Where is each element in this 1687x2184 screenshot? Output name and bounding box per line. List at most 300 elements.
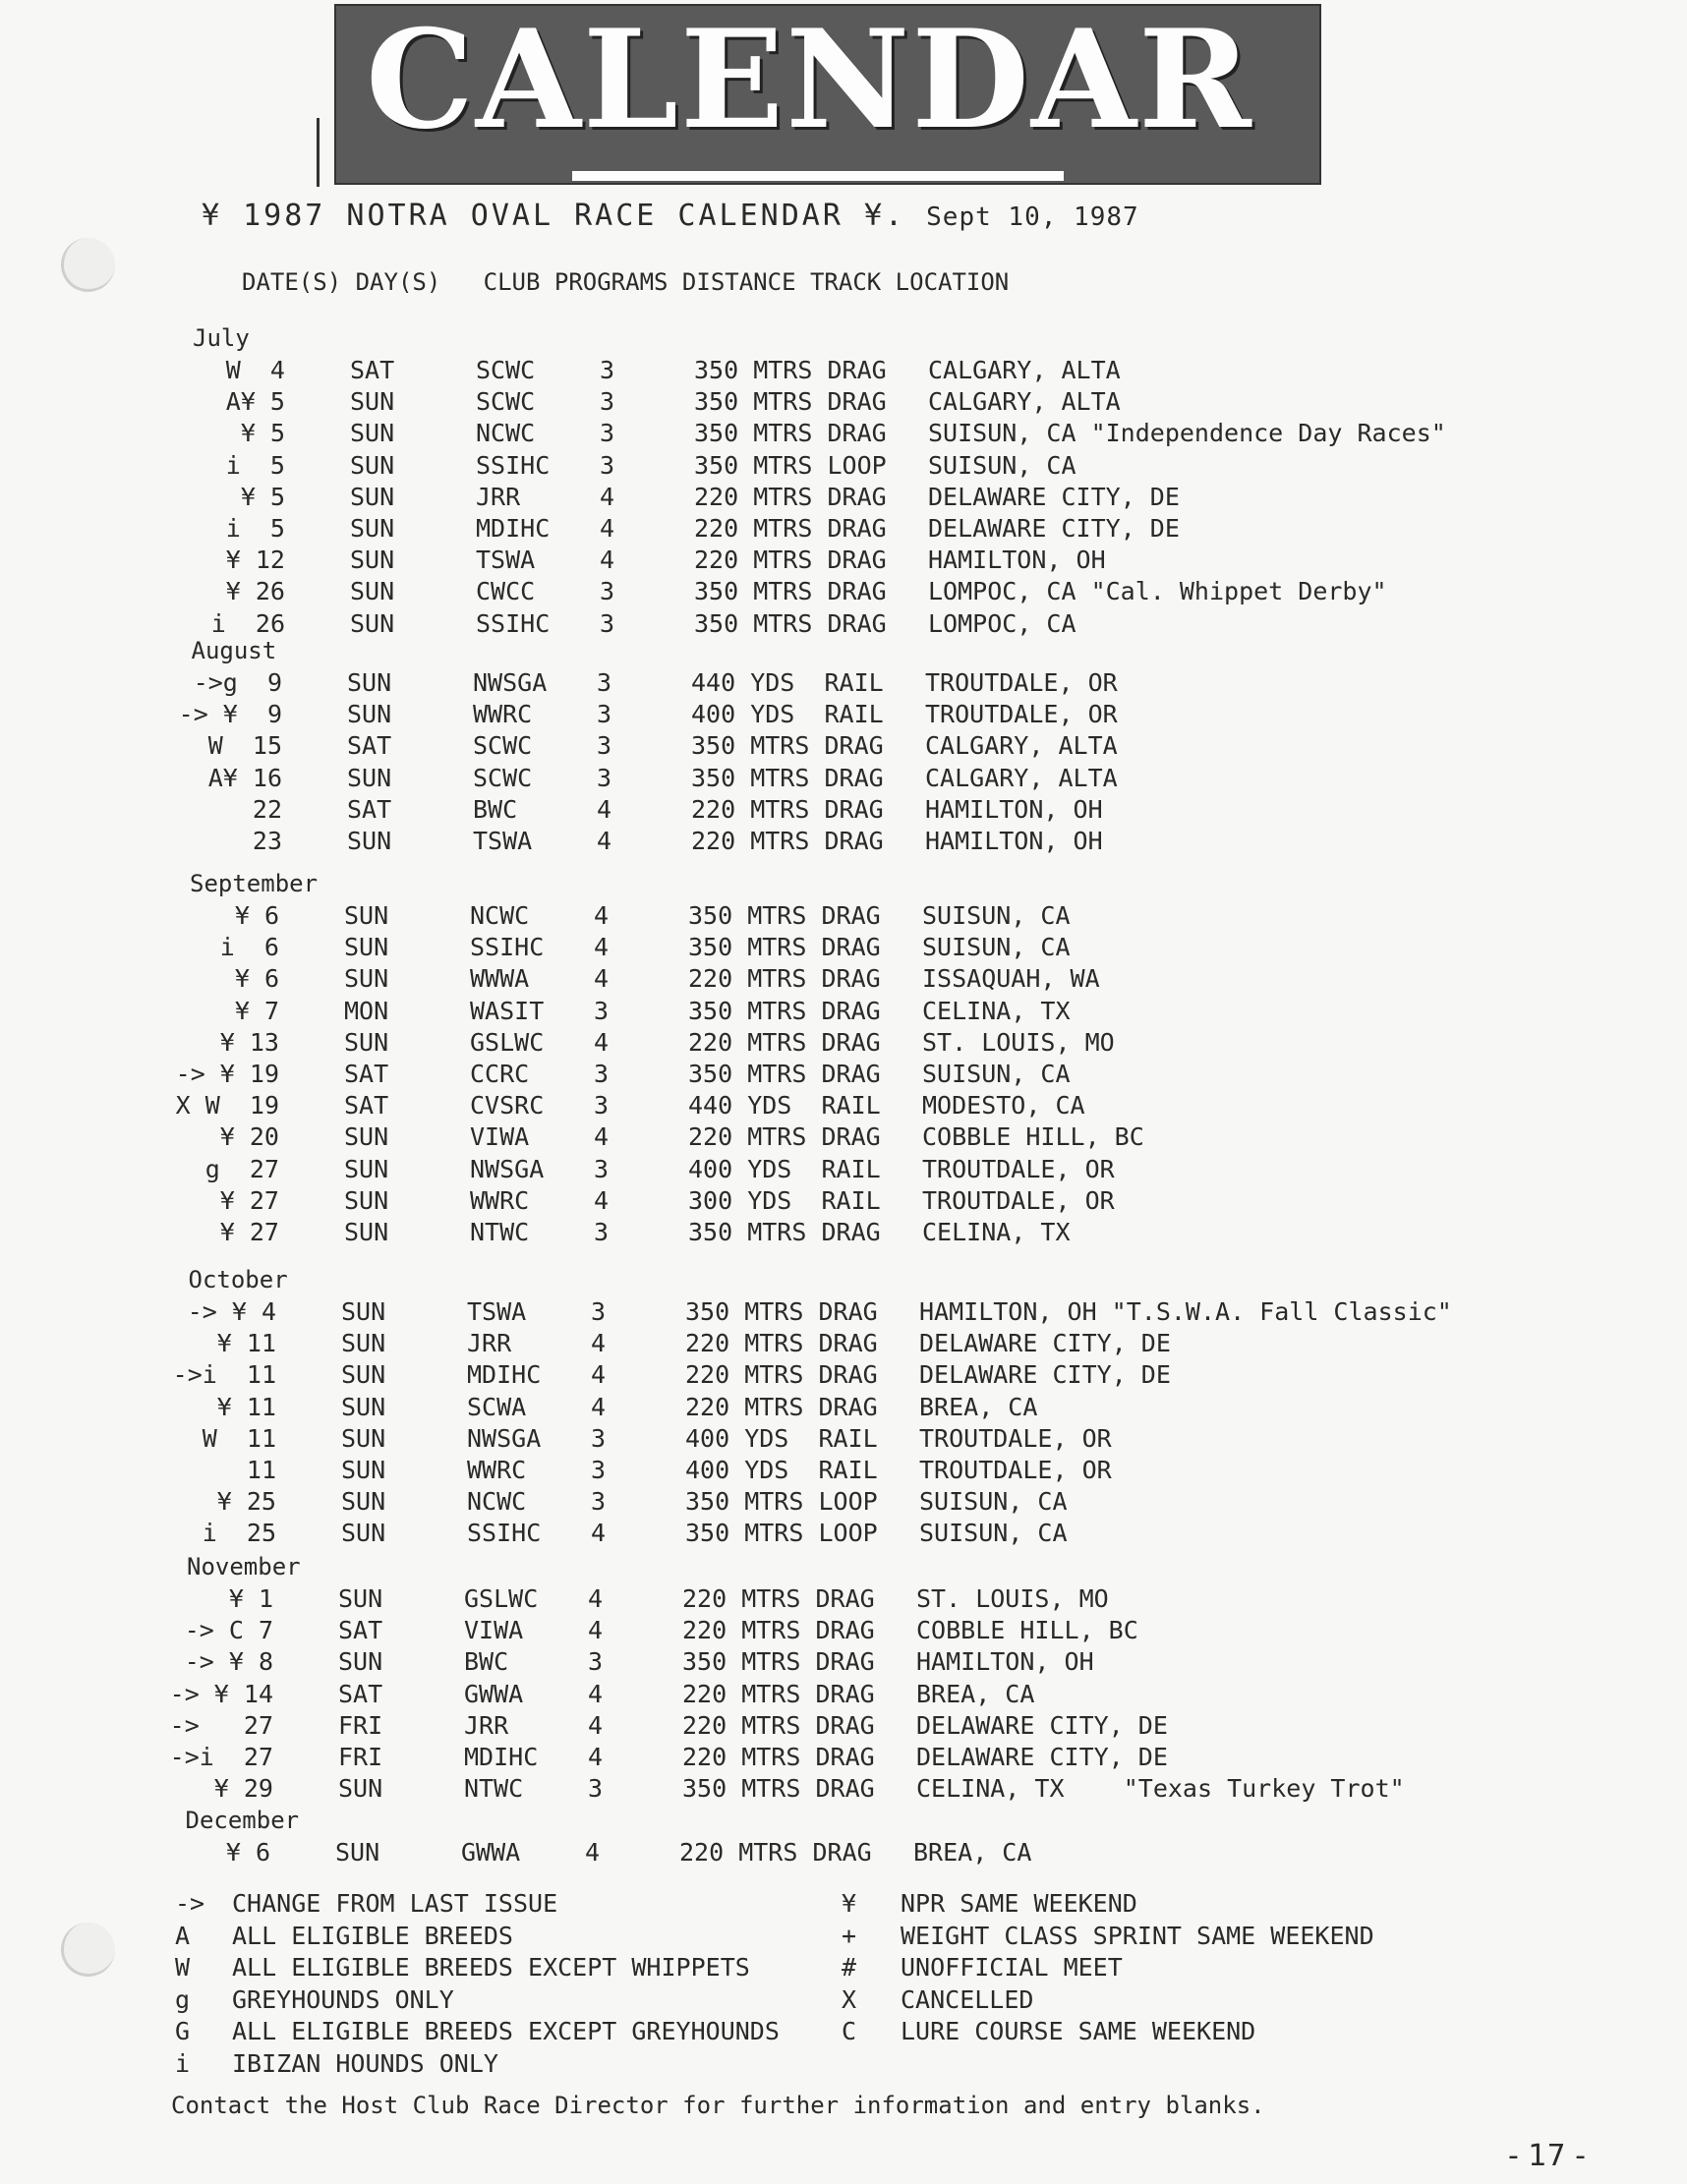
table-row (0, 1186, 1687, 1218)
cell-date: -> ¥ 4 (187, 1297, 276, 1326)
cell-club: VIWA (470, 1122, 530, 1152)
cell-day: SAT (347, 794, 392, 824)
cell-programs: 4 (594, 1027, 610, 1057)
column-headers: DATE(S) DAY(S) CLUB PROGRAMS DISTANCE TRACK LOCATION (242, 268, 1010, 296)
table-row (0, 795, 1687, 827)
cell-club: JRR (464, 1710, 509, 1740)
cell-date: X W 19 (175, 1091, 279, 1121)
cell-programs: 3 (600, 387, 615, 417)
cell-distance-track: 350 MTRS LOOP (685, 1519, 878, 1548)
cell-location: MODESTO, CA (922, 1091, 1085, 1121)
table-row (0, 1456, 1687, 1487)
cell-day: SUN (341, 1392, 386, 1421)
cell-distance-track: 220 MTRS DRAG (694, 482, 887, 511)
cell-day: SUN (344, 964, 389, 994)
cell-location: DELAWARE CITY, DE (916, 1710, 1168, 1740)
cell-club: SSIHC (476, 450, 551, 480)
cell-programs: 3 (597, 731, 612, 761)
table-row (0, 1060, 1687, 1091)
cell-day: SUN (344, 933, 389, 962)
cell-club: NCWC (467, 1487, 527, 1517)
cell-day: SUN (335, 1838, 380, 1867)
cell-distance-track: 400 YDS RAIL (685, 1423, 878, 1453)
cell-location: HAMILTON, OH "T.S.W.A. Fall Classic" (919, 1297, 1452, 1326)
cell-programs: 3 (594, 1154, 610, 1183)
month-heading: October (188, 1266, 288, 1293)
legend-text: NPR SAME WEEKEND (901, 1889, 1137, 1918)
legend-text: IBIZAN HOUNDS ONLY (232, 2048, 498, 2078)
cell-club: CWCC (476, 577, 536, 606)
table-row (0, 1647, 1687, 1679)
table-row (0, 1122, 1687, 1154)
cell-day: SUN (341, 1423, 386, 1453)
cell-location: CELINA, TX (922, 996, 1071, 1025)
cell-location: ST. LOUIS, MO (916, 1584, 1109, 1613)
cell-day: SUN (350, 482, 395, 511)
table-row (0, 1519, 1687, 1550)
cell-programs: 3 (591, 1456, 607, 1484)
table-row (0, 827, 1687, 858)
table-row (0, 546, 1687, 577)
cell-date: ¥ 27 (219, 1218, 279, 1246)
cell-club: GSLWC (464, 1584, 539, 1613)
month-heading: September (190, 870, 319, 897)
cell-distance-track: 220 MTRS DRAG (682, 1616, 875, 1645)
cell-location: BREA, CA (919, 1392, 1038, 1421)
cell-location: TROUTDALE, OR (922, 1154, 1115, 1183)
cell-programs: 4 (588, 1710, 604, 1740)
cell-location: CALGARY, ALTA (928, 387, 1121, 417)
legend-text: WEIGHT CLASS SPRINT SAME WEEKEND (901, 1921, 1374, 1950)
cell-date: ¥ 11 (216, 1392, 276, 1421)
table-row (0, 901, 1687, 933)
cell-club: SCWC (473, 731, 533, 761)
cell-date: g 27 (204, 1154, 279, 1183)
cell-club: NCWC (476, 419, 536, 448)
page-title (202, 199, 1139, 233)
cell-day: SUN (341, 1360, 386, 1390)
cell-programs: 3 (591, 1297, 607, 1326)
cell-distance-track: 220 MTRS DRAG (688, 964, 881, 994)
cell-club: WASIT (470, 996, 545, 1025)
cell-location: CALGARY, ALTA (928, 356, 1121, 384)
cell-day: SUN (344, 901, 389, 930)
cell-club: VIWA (464, 1616, 524, 1645)
cell-programs: 4 (594, 964, 610, 994)
cell-club: SSIHC (476, 608, 551, 638)
cell-distance-track: 220 MTRS DRAG (682, 1710, 875, 1740)
cell-date: i 6 (219, 933, 279, 962)
legend-text: UNOFFICIAL MEET (901, 1953, 1123, 1982)
punch-hole-bottom (61, 1923, 115, 1977)
legend-symbol: C (842, 2017, 857, 2045)
cell-programs: 3 (600, 450, 615, 480)
cell-distance-track: 350 MTRS DRAG (691, 731, 884, 761)
legend-text: ALL ELIGIBLE BREEDS EXCEPT WHIPPETS (232, 1953, 750, 1982)
cell-programs: 4 (591, 1360, 607, 1390)
cell-day: FRI (338, 1743, 383, 1771)
table-row (0, 577, 1687, 608)
cell-day: SUN (350, 387, 395, 417)
cell-distance-track: 350 MTRS DRAG (682, 1647, 875, 1677)
cell-location: SUISUN, CA (922, 1060, 1071, 1088)
cell-date: ¥ 27 (219, 1185, 279, 1215)
cell-date: W 15 (207, 731, 282, 761)
calendar-banner (334, 4, 1321, 185)
legend-text: CANCELLED (901, 1984, 1034, 2014)
cell-programs: 4 (594, 1185, 610, 1215)
legend-symbol: G (175, 2017, 191, 2045)
legend-text: LURE COURSE SAME WEEKEND (901, 2017, 1256, 2045)
cell-date: -> ¥ 19 (175, 1060, 279, 1088)
cell-programs: 4 (597, 794, 612, 824)
month-heading: December (185, 1807, 300, 1834)
cell-distance-track: 350 MTRS DRAG (688, 996, 881, 1025)
cell-location: DELAWARE CITY, DE (928, 514, 1180, 543)
cell-location: LOMPOC, CA "Cal. Whippet Derby" (928, 577, 1387, 606)
legend-symbol: i (175, 2048, 191, 2078)
table-row (0, 1028, 1687, 1060)
cell-programs: 3 (591, 1487, 607, 1517)
cell-location: ISSAQUAH, WA (922, 964, 1100, 994)
cell-location: COBBLE HILL, BC (916, 1616, 1138, 1645)
table-row (0, 1616, 1687, 1647)
cell-day: SAT (344, 1060, 389, 1088)
table-row (0, 1838, 1687, 1869)
cell-distance-track: 350 MTRS DRAG (688, 933, 881, 962)
cell-date: 11 (246, 1456, 276, 1484)
cell-club: GWWA (464, 1679, 524, 1708)
cell-club: NTWC (470, 1218, 530, 1246)
cell-distance-track: 350 MTRS DRAG (688, 1218, 881, 1246)
table-row (0, 1774, 1687, 1806)
cell-distance-track: 220 MTRS DRAG (694, 546, 887, 575)
cell-club: SCWA (467, 1392, 527, 1421)
cell-date: -> ¥ 9 (178, 700, 282, 729)
cell-location: BREA, CA (913, 1838, 1032, 1867)
cell-day: SUN (350, 514, 395, 543)
cell-date: ->i 27 (169, 1743, 273, 1771)
cell-date: ¥ 7 (234, 996, 279, 1025)
cell-club: WWWA (470, 964, 530, 994)
cell-location: CELINA, TX (922, 1218, 1071, 1246)
cell-day: SAT (344, 1091, 389, 1121)
legend-symbol: W (175, 1953, 191, 1982)
cell-programs: 4 (594, 901, 610, 930)
cell-day: SUN (341, 1456, 386, 1484)
cell-date: ¥ 20 (219, 1122, 279, 1152)
cell-day: SUN (350, 450, 395, 480)
cell-programs: 3 (594, 1060, 610, 1088)
cell-day: SUN (344, 1218, 389, 1246)
legend-symbol: g (175, 1984, 191, 2014)
cell-distance-track: 350 MTRS DRAG (694, 608, 887, 638)
cell-distance-track: 220 MTRS DRAG (691, 827, 884, 855)
banner-underline (572, 171, 1064, 181)
table-row (0, 1680, 1687, 1711)
legend-text: ALL ELIGIBLE BREEDS EXCEPT GREYHOUNDS (232, 2017, 780, 2045)
table-row (0, 964, 1687, 996)
table-row (0, 764, 1687, 795)
cell-location: DELAWARE CITY, DE (919, 1329, 1171, 1358)
cell-distance-track: 220 MTRS DRAG (682, 1679, 875, 1708)
cell-day: SUN (338, 1584, 383, 1613)
cell-programs: 3 (591, 1423, 607, 1453)
cell-location: TROUTDALE, OR (919, 1456, 1112, 1484)
cell-location: HAMILTON, OH (925, 794, 1103, 824)
cell-location: CALGARY, ALTA (925, 763, 1118, 792)
table-row (0, 1329, 1687, 1360)
punch-hole-top (61, 238, 115, 292)
cell-date: -> ¥ 8 (184, 1647, 273, 1677)
table-row (0, 514, 1687, 546)
cell-day: SAT (338, 1679, 383, 1708)
table-row (0, 1297, 1687, 1329)
cell-location: DELAWARE CITY, DE (916, 1743, 1168, 1771)
table-row (0, 668, 1687, 700)
legend-symbol: ¥ (842, 1889, 857, 1918)
cell-club: SCWC (476, 387, 536, 417)
cell-club: SSIHC (467, 1519, 542, 1548)
table-row (0, 700, 1687, 731)
cell-day: SUN (344, 1185, 389, 1215)
table-row (0, 609, 1687, 641)
cell-programs: 4 (600, 482, 615, 511)
cell-date: 22 (252, 794, 282, 824)
cell-distance-track: 220 MTRS DRAG (691, 794, 884, 824)
legend-symbol: -> (175, 1889, 205, 1918)
cell-programs: 4 (588, 1743, 604, 1771)
cell-date: i 25 (202, 1519, 276, 1548)
legend-text: GREYHOUNDS ONLY (232, 1984, 454, 2014)
legend-text: ALL ELIGIBLE BREEDS (232, 1921, 513, 1950)
cell-club: BWC (464, 1647, 509, 1677)
cell-location: ST. LOUIS, MO (922, 1027, 1115, 1057)
cell-date: ¥ 11 (216, 1329, 276, 1358)
cell-day: SUN (344, 1122, 389, 1152)
cell-distance-track: 440 YDS RAIL (691, 668, 884, 697)
cell-club: SCWC (476, 356, 536, 384)
cell-distance-track: 220 MTRS DRAG (688, 1122, 881, 1152)
cell-day: SAT (338, 1616, 383, 1645)
cell-location: TROUTDALE, OR (922, 1185, 1115, 1215)
legend-text: CHANGE FROM LAST ISSUE (232, 1889, 558, 1918)
cell-club: TSWA (473, 827, 533, 855)
cell-date: W 11 (202, 1423, 276, 1453)
banner-title: CALENDAR (366, 4, 1253, 159)
table-row (0, 1155, 1687, 1186)
footer-note: Contact the Host Club Race Director for further information and entry blanks. (171, 2092, 1265, 2119)
cell-programs: 3 (588, 1647, 604, 1677)
cell-date: A¥ 5 (225, 387, 285, 417)
cell-location: HAMILTON, OH (916, 1647, 1094, 1677)
month-heading: August (191, 637, 277, 664)
cell-distance-track: 350 MTRS DRAG (694, 356, 887, 384)
table-row (0, 731, 1687, 763)
cell-programs: 4 (588, 1679, 604, 1708)
cell-location: SUISUN, CA (919, 1487, 1068, 1517)
cell-programs: 4 (600, 546, 615, 575)
cell-programs: 4 (585, 1838, 601, 1867)
cell-programs: 3 (597, 763, 612, 792)
cell-club: NWSGA (467, 1423, 542, 1453)
cell-date: ¥ 12 (225, 546, 285, 575)
cell-location: CELINA, TX "Texas Turkey Trot" (916, 1774, 1405, 1804)
table-row (0, 356, 1687, 387)
cell-day: SUN (341, 1487, 386, 1517)
cell-date: i 5 (225, 514, 285, 543)
cell-location: DELAWARE CITY, DE (919, 1360, 1171, 1390)
table-row (0, 1360, 1687, 1392)
cell-programs: 3 (597, 700, 612, 729)
cell-location: SUISUN, CA (922, 933, 1071, 962)
cell-day: SUN (338, 1774, 383, 1804)
cell-distance-track: 220 MTRS DRAG (685, 1360, 878, 1390)
cell-distance-track: 350 MTRS DRAG (694, 577, 887, 606)
cell-date: ¥ 13 (219, 1027, 279, 1057)
cell-location: TROUTDALE, OR (925, 668, 1118, 697)
cell-club: SCWC (473, 763, 533, 792)
cell-club: GSLWC (470, 1027, 545, 1057)
cell-programs: 4 (597, 827, 612, 855)
cell-date: i 26 (210, 608, 285, 638)
cell-date: -> ¥ 14 (169, 1679, 273, 1708)
cell-programs: 3 (594, 996, 610, 1025)
cell-distance-track: 350 MTRS DRAG (688, 901, 881, 930)
cell-distance-track: 350 MTRS DRAG (688, 1060, 881, 1088)
cell-date: W 4 (225, 356, 285, 384)
cell-distance-track: 400 YDS RAIL (688, 1154, 881, 1183)
cell-distance-track: 220 MTRS DRAG (682, 1743, 875, 1771)
table-row (0, 1424, 1687, 1456)
cell-date: ¥ 26 (225, 577, 285, 606)
cell-date: ¥ 29 (213, 1774, 273, 1804)
table-row (0, 933, 1687, 964)
cell-club: MDIHC (467, 1360, 542, 1390)
cell-location: SUISUN, CA (922, 901, 1071, 930)
cell-day: SUN (347, 700, 392, 729)
cell-programs: 4 (594, 933, 610, 962)
cell-distance-track: 220 MTRS DRAG (685, 1329, 878, 1358)
cell-distance-track: 220 MTRS DRAG (694, 514, 887, 543)
cell-club: CVSRC (470, 1091, 545, 1121)
cell-programs: 3 (594, 1218, 610, 1246)
cell-date: ->i 11 (172, 1360, 276, 1390)
cell-date: ¥ 6 (234, 964, 279, 994)
cell-location: HAMILTON, OH (925, 827, 1103, 855)
cell-club: TSWA (467, 1297, 527, 1326)
cell-distance-track: 350 MTRS DRAG (682, 1774, 875, 1804)
cell-location: BREA, CA (916, 1679, 1035, 1708)
cell-location: SUISUN, CA (919, 1519, 1068, 1548)
legend-symbol: # (842, 1953, 857, 1982)
cell-day: SUN (341, 1519, 386, 1548)
cell-distance-track: 400 YDS RAIL (685, 1456, 878, 1484)
cell-date: -> 27 (169, 1710, 273, 1740)
cell-location: DELAWARE CITY, DE (928, 482, 1180, 511)
banner-edge-line (317, 118, 320, 187)
cell-date: ¥ 6 (234, 901, 279, 930)
cell-day: SUN (347, 827, 392, 855)
cell-location: TROUTDALE, OR (919, 1423, 1112, 1453)
cell-programs: 4 (588, 1584, 604, 1613)
table-row (0, 1584, 1687, 1616)
month-heading: November (187, 1553, 301, 1581)
cell-date: ¥ 5 (240, 419, 285, 448)
cell-programs: 4 (591, 1329, 607, 1358)
cell-date: ¥ 5 (240, 482, 285, 511)
cell-club: BWC (473, 794, 518, 824)
cell-programs: 3 (588, 1774, 604, 1804)
cell-club: GWWA (461, 1838, 521, 1867)
cell-club: JRR (467, 1329, 512, 1358)
cell-location: TROUTDALE, OR (925, 700, 1118, 729)
cell-distance-track: 220 MTRS DRAG (682, 1584, 875, 1613)
table-row (0, 1487, 1687, 1519)
cell-club: NWSGA (470, 1154, 545, 1183)
cell-day: SUN (341, 1297, 386, 1326)
table-row (0, 483, 1687, 514)
cell-club: JRR (476, 482, 521, 511)
cell-distance-track: 220 MTRS DRAG (679, 1838, 872, 1867)
cell-date: ¥ 6 (225, 1838, 270, 1867)
cell-club: CCRC (470, 1060, 530, 1088)
cell-day: SUN (350, 419, 395, 448)
cell-programs: 3 (600, 356, 615, 384)
cell-club: NWSGA (473, 668, 548, 697)
cell-day: MON (344, 996, 389, 1025)
cell-club: WWRC (470, 1185, 530, 1215)
cell-programs: 3 (600, 577, 615, 606)
cell-programs: 3 (600, 419, 615, 448)
cell-programs: 4 (591, 1392, 607, 1421)
issue-date: Sept 10, 1987 (926, 202, 1139, 232)
cell-date: A¥ 16 (207, 763, 282, 792)
cell-programs: 4 (594, 1122, 610, 1152)
cell-date: ¥ 25 (216, 1487, 276, 1517)
cell-distance-track: 400 YDS RAIL (691, 700, 884, 729)
cell-distance-track: 350 MTRS LOOP (685, 1487, 878, 1517)
cell-location: LOMPOC, CA (928, 608, 1076, 638)
cell-programs: 4 (588, 1616, 604, 1645)
table-row (0, 1711, 1687, 1743)
cell-programs: 3 (597, 668, 612, 697)
table-row (0, 1743, 1687, 1774)
cell-club: SSIHC (470, 933, 545, 962)
cell-location: CALGARY, ALTA (925, 731, 1118, 761)
cell-day: FRI (338, 1710, 383, 1740)
legend-symbol: + (842, 1921, 857, 1950)
cell-distance-track: 220 MTRS DRAG (685, 1392, 878, 1421)
cell-date: ->g 9 (193, 668, 282, 697)
cell-distance-track: 220 MTRS DRAG (688, 1027, 881, 1057)
title-text: ¥ 1987 NOTRA OVAL RACE CALENDAR ¥. (202, 199, 906, 233)
cell-programs: 4 (600, 514, 615, 543)
cell-programs: 3 (600, 608, 615, 638)
cell-date: -> C 7 (184, 1616, 273, 1645)
cell-day: SUN (350, 546, 395, 575)
cell-distance-track: 350 MTRS DRAG (694, 387, 887, 417)
cell-distance-track: 350 MTRS DRAG (685, 1297, 878, 1326)
cell-club: MDIHC (464, 1743, 539, 1771)
cell-distance-track: 350 MTRS LOOP (694, 450, 887, 480)
table-row (0, 387, 1687, 419)
cell-date: i 5 (225, 450, 285, 480)
month-heading: July (193, 324, 250, 352)
cell-distance-track: 440 YDS RAIL (688, 1091, 881, 1121)
table-row (0, 997, 1687, 1028)
cell-day: SUN (344, 1154, 389, 1183)
